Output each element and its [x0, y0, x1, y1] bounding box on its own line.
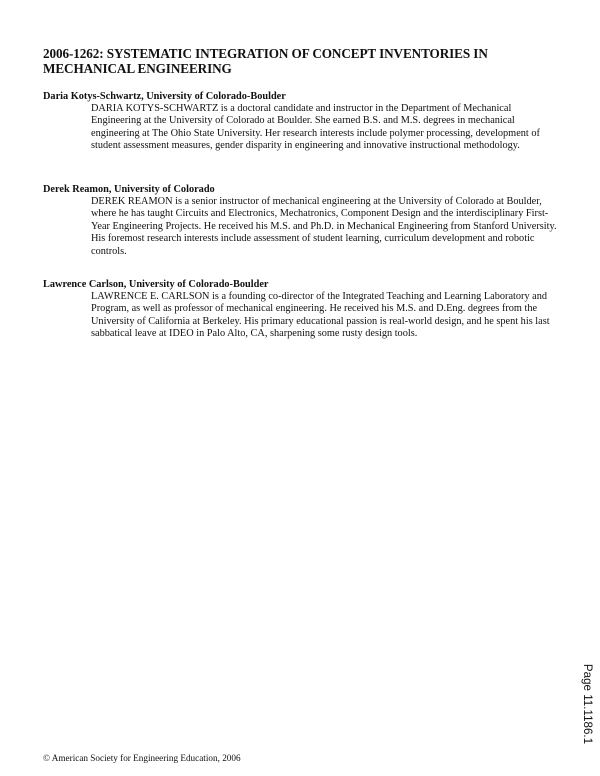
- author-name: Derek Reamon, University of Colorado: [43, 184, 215, 195]
- author-bio: DEREK REAMON is a senior instructor of mechanical engineering at the University of Colorado at Boulder, where he has taught Circuits and Electronics, Mechatronics, Component Design and the interdisciplinary First-Year Engineering Projects. He received his M.S. and Ph.D. in Mechanical Engineering from Stanford University. His foremost research interests include assessment of student learning, curriculum development and robotic controls.: [91, 196, 557, 257]
- copyright-footer: © American Society for Engineering Education, 2006: [43, 753, 241, 763]
- paper-title: 2006-1262: SYSTEMATIC INTEGRATION OF CONCEPT INVENTORIES IN MECHANICAL ENGINEERING: [43, 46, 488, 76]
- author-bio: LAWRENCE E. CARLSON is a founding co-director of the Integrated Teaching and Learning Laboratory and Program, as well as professor of mechanical engineering. He received his M.S. and D.Eng. degrees from the University of California at Berkeley. His primary educational passion is real-world design, and he spent his last sabbatical leave at IDEO in Palo Alto, CA, sharpening some rusty design tools.: [91, 291, 550, 340]
- author-entry-lawrence-carlson: [43, 279, 563, 341]
- author-name: Daria Kotys-Schwartz, University of Colorado-Boulder: [43, 91, 286, 102]
- author-bio: DARIA KOTYS-SCHWARTZ is a doctoral candidate and instructor in the Department of Mechanical Engineering at the University of Colorado at Boulder. She earned B.S. and M.S. degrees in mechanical engineering at The Ohio State University. Her research interests include polymer processing, development of student assessment measures, gender disparity in engineering and innovative instructional methodology.: [91, 103, 540, 152]
- author-entry-derek-reamon: [43, 184, 563, 258]
- page-number-label: Page 11.1186.1: [581, 663, 594, 745]
- author-entry-daria-kotys-schwartz: [43, 91, 563, 153]
- author-name: Lawrence Carlson, University of Colorado-Boulder: [43, 279, 269, 290]
